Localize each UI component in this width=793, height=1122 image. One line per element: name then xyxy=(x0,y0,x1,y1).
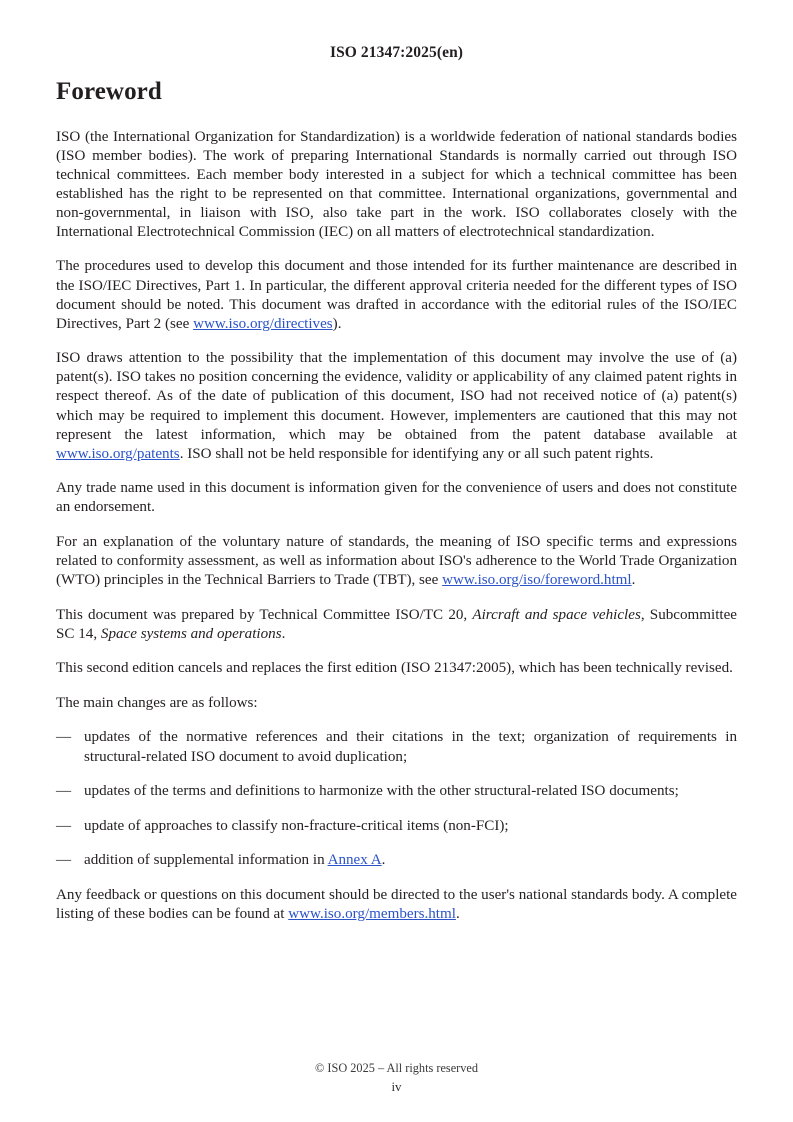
list-item-label: updates of the normative references and their citations in the text; organization of requirements in structural-related ISO document to avoid duplication; xyxy=(84,729,737,765)
paragraph-patents-text-after: . ISO shall not be held responsible for identifying any or all such patent rights. xyxy=(179,445,654,462)
em-dash-marker-icon: — xyxy=(56,817,72,834)
paragraph-committee xyxy=(56,606,737,644)
copyright-notice: © ISO 2025 – All rights reserved xyxy=(314,1060,479,1075)
committee-title-tc20: Aircraft and space vehicles xyxy=(472,606,641,623)
em-dash-marker-icon: — xyxy=(56,783,72,800)
page-number: iv xyxy=(391,1079,402,1095)
paragraph-procedures-text-after: ). xyxy=(332,315,342,332)
paragraph-trade-name: Any trade name used in this document is information given for the convenience of users and does not constitute an endorsement. xyxy=(56,480,737,516)
list-item-label: addition of supplemental information in xyxy=(84,852,328,869)
list-item xyxy=(56,728,737,766)
paragraph-voluntary-nature xyxy=(56,533,737,590)
paragraph-voluntary-text-before: For an explanation of the voluntary nature of standards, the meaning of ISO specific terms and expressions related to conformity assessment, as well as information about ISO's adherence to the World Trade Organization (WTO) principles in the Technical Barriers to Trade (TBT), see xyxy=(56,533,737,589)
paragraph-feedback-text-before: Any feedback or questions on this document should be directed to the user's national standards body. A complete listing of these bodies can be found at xyxy=(56,886,737,922)
paragraph-procedures xyxy=(56,257,737,333)
list-item xyxy=(56,782,737,801)
document-content xyxy=(56,78,737,940)
list-item-label: updates of the terms and definitions to harmonize with the other structural-related ISO documents; xyxy=(84,783,679,800)
paragraph-second-edition: This second edition cancels and replaces the first edition (ISO 21347:2005), which has been technically revised. xyxy=(56,660,733,677)
em-dash-marker-icon: — xyxy=(56,729,72,746)
page-title: Foreword xyxy=(56,78,162,105)
paragraph-main-changes-intro: The main changes are as follows: xyxy=(56,694,258,711)
committee-text-2: , Subcommittee SC 14, xyxy=(56,606,737,642)
list-item xyxy=(56,851,737,870)
paragraph-feedback-text-after: . xyxy=(455,905,460,922)
link-iso-foreword[interactable]: www.iso.org/iso/foreword.html xyxy=(442,572,632,589)
page-footer xyxy=(0,1061,793,1095)
link-iso-directives[interactable]: www.iso.org/directives xyxy=(193,315,333,332)
paragraph-voluntary-text-after: . xyxy=(631,572,636,589)
list-item-label: update of approaches to classify non-fracture-critical items (non-FCI); xyxy=(84,817,509,834)
link-annex-a[interactable]: Annex A xyxy=(327,852,382,869)
running-head: ISO 21347:2025(en) xyxy=(329,44,464,61)
em-dash-marker-icon: — xyxy=(56,852,72,869)
paragraph-procedures-text-before: The procedures used to develop this document and those intended for its further maintenance are described in the ISO/IEC Directives, Part 1. In particular, the different approval criteria needed for the different types of ISO document should be noted. This document was drafted in accordance with the editorial rules of the ISO/IEC Directives, Part 2 (see xyxy=(56,258,737,332)
list-item xyxy=(56,817,737,836)
link-iso-members[interactable]: www.iso.org/members.html xyxy=(288,905,456,922)
committee-text-3: . xyxy=(281,625,286,642)
committee-title-sc14: Space systems and operations xyxy=(100,625,282,642)
main-changes-list xyxy=(56,728,737,870)
list-item-label-after: . xyxy=(381,852,386,869)
paragraph-feedback xyxy=(56,886,737,924)
paragraph-iso-description: ISO (the International Organization for Standardization) is a worldwide federation of national standards bodies (ISO member bodies). The work of preparing International Standards is normally carried out through ISO technical committees. Each member body interested in a subject for which a technical committee has been established has the right to be represented on that committee. International organizations, governmental and non-governmental, in liaison with ISO, also take part in the work. ISO collaborates closely with the International Electrotechnical Commission (IEC) on all matters of electrotechnical standardization. xyxy=(56,128,737,240)
paragraph-patents-text-before: ISO draws attention to the possibility that the implementation of this document may involve the use of (a) patent(s). ISO takes no position concerning the evidence, validity or applicability of any claimed patent rights in respect thereof. As of the date of publication of this document, ISO had not received notice of (a) patent(s) which may be required to implement this document. However, implementers are cautioned that this may not represent the latest information, which may be obtained from the patent database available at xyxy=(56,350,737,443)
committee-text-1: This document was prepared by Technical Committee ISO/TC 20, xyxy=(56,606,473,623)
paragraph-patents xyxy=(56,349,737,463)
link-iso-patents[interactable]: www.iso.org/patents xyxy=(56,445,180,462)
